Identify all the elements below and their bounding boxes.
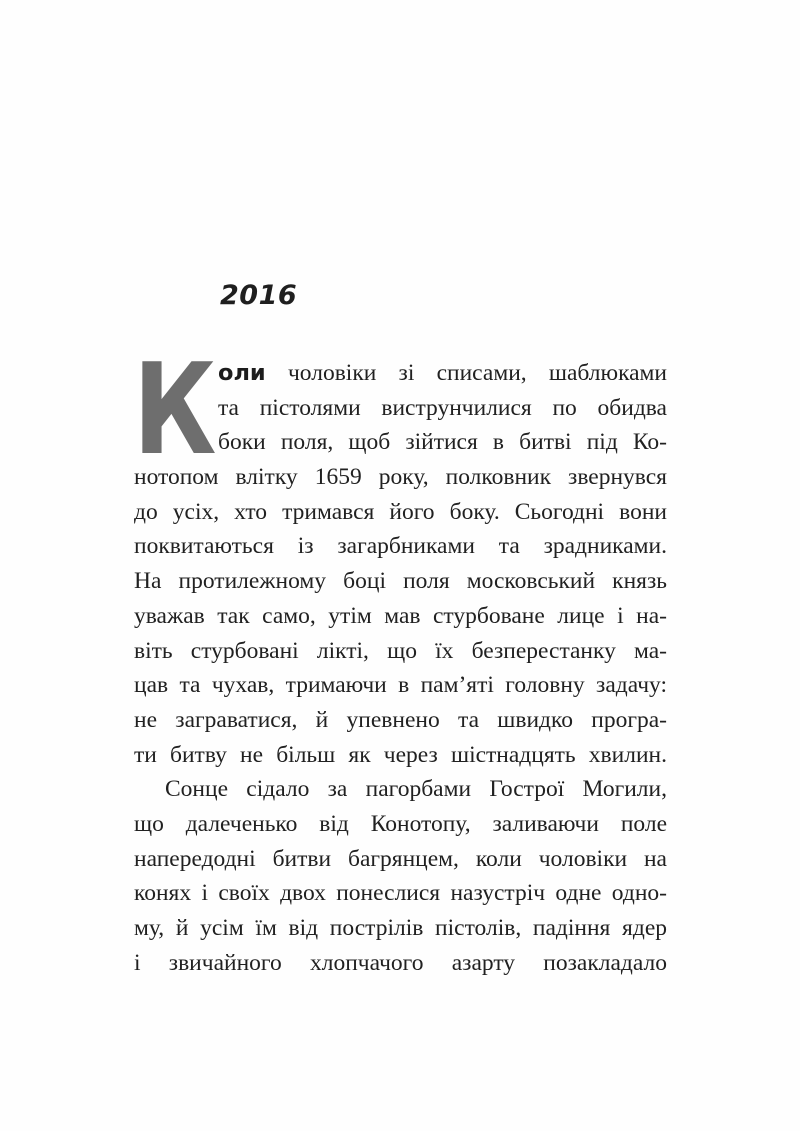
text-line: конях і своїх двох понеслися назустріч одне одно- <box>134 880 667 907</box>
lead-line-rest: чоловіки зі списами, шаблюками <box>287 360 668 386</box>
drop-cap-letter: К <box>133 335 217 483</box>
paragraph-2-first-line: Сонце сідало за пагорбами Гострої Могили, <box>165 776 667 803</box>
text-line: боки поля, щоб зійтися в битві під Ко- <box>218 429 667 456</box>
text-line: і звичайного хлопчачого азарту позакладало <box>134 949 667 976</box>
body-text-block <box>133 335 668 980</box>
paragraph-2-lines <box>134 807 667 980</box>
lead-word-bold: оли <box>218 360 266 386</box>
text-line: уважав так само, утім мав стурбоване лице і на- <box>134 602 667 629</box>
text-line: поквитаються із загарбниками та зрадниками. <box>134 533 667 560</box>
drop-cap <box>133 335 218 483</box>
text-line: віть стурбовані лікті, що їх безперестанку ма- <box>134 637 667 664</box>
text-line: до усіх, хто тримався його боку. Сьогодні вони <box>134 498 667 525</box>
text-line: напередодні битви багрянцем, коли чоловіки на <box>134 845 667 872</box>
text-line: ти битву не більш як через шістнадцять хвилин. <box>134 741 667 768</box>
chapter-year-heading: 2016 <box>220 280 298 311</box>
text-line: нотопом влітку 1659 року, полковник звернувся <box>134 464 667 491</box>
text-line: На протилежному боці поля московський князь <box>134 568 667 595</box>
text-line: му, й усім їм від пострілів пістолів, падіння ядер <box>134 915 667 941</box>
text-line: та пістолями виструнчилися по обидва <box>218 394 667 421</box>
text-line: не заграватися, й упевнено та швидко програ- <box>134 706 667 733</box>
text-line: цав та чухав, тримаючи в пам’яті головну задачу: <box>134 672 667 699</box>
text-line: що далеченько від Конотопу, заливаючи поле <box>134 810 667 837</box>
